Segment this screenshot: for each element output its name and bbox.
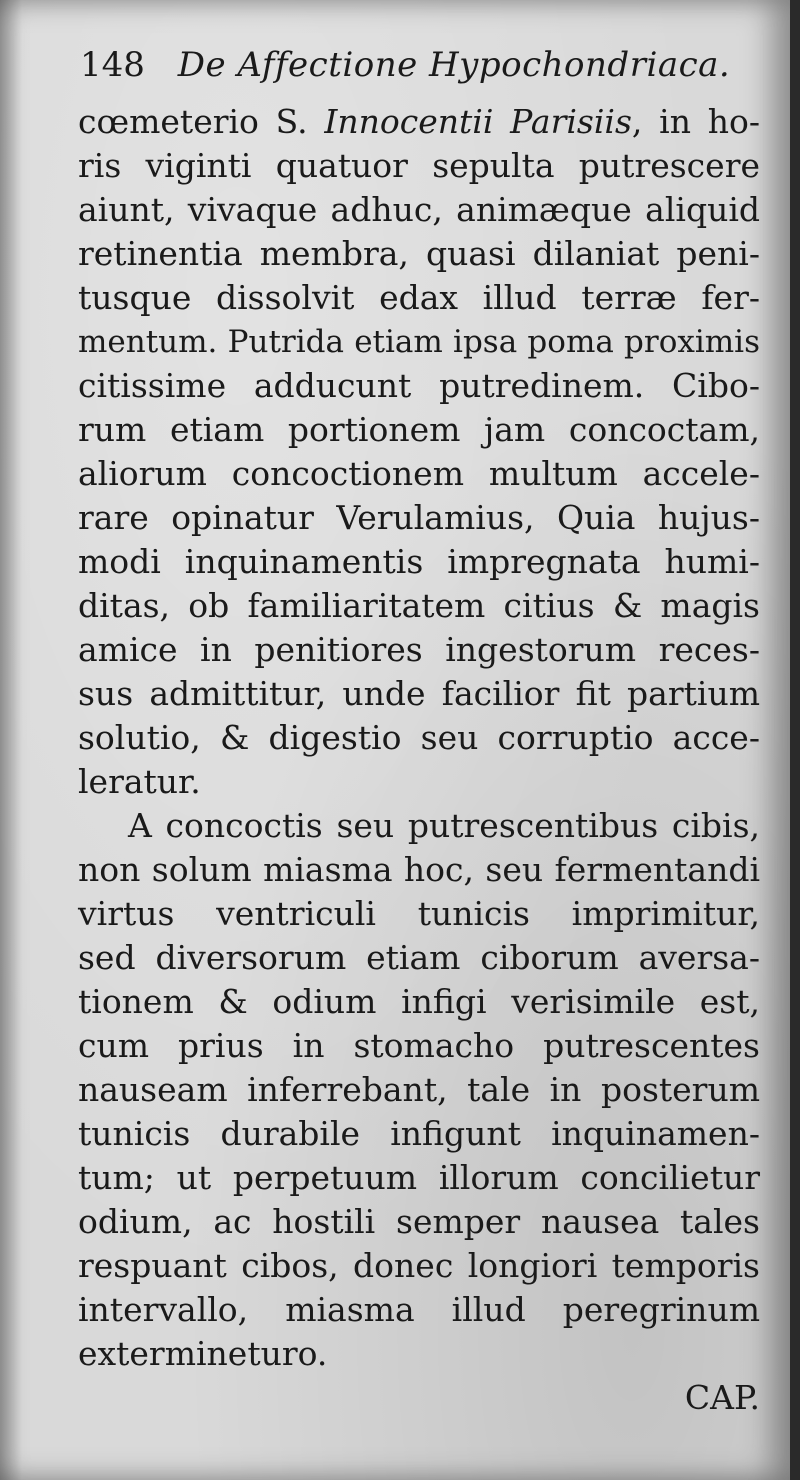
italic-name: Innocentii Parisiis: [324, 102, 632, 141]
text-line: respuant cibos, donec longiori temporis: [78, 1246, 760, 1285]
text-line: tunicis durabile infigunt inquinamen-: [78, 1114, 760, 1153]
text-line: citissime adducunt putredinem. Cibo-: [78, 366, 760, 405]
page-header: [80, 40, 740, 90]
text-line: solutio, & digestio seu corruptio acce-: [78, 718, 760, 757]
page-number: 148: [80, 45, 145, 85]
text-line: rare opinatur Verulamius, Quia hujus-: [78, 498, 760, 537]
text-line: tionem & odium infigi verisimile est,: [78, 982, 760, 1021]
text-line: intervallo, miasma illud peregrinum: [78, 1290, 760, 1329]
text-line: virtus ventriculi tunicis imprimitur,: [78, 894, 760, 933]
text-line: amice in penitiores ingestorum reces-: [78, 630, 760, 669]
text-line: odium, ac hostili semper nausea tales: [78, 1202, 760, 1241]
text-line: [78, 100, 760, 144]
text-line: tum; ut perpetuum illorum concilietur: [78, 1158, 760, 1197]
text-line: nauseam inferrebant, tale in posterum: [78, 1070, 760, 1109]
text-line: sed diversorum etiam ciborum aversa-: [78, 938, 760, 977]
text-segment: , in ho-: [631, 102, 760, 141]
text-line: ris viginti quatuor sepulta putrescere: [78, 146, 760, 185]
text-segment: cœmeterio S.: [78, 102, 325, 141]
text-line: leratur.: [78, 762, 201, 801]
text-line: A concoctis seu putrescentibus cibis,: [128, 806, 760, 845]
text-line: aiunt, vivaque adhuc, animæque aliquid: [78, 190, 760, 229]
text-line: sus admittitur, unde facilior fit partium: [78, 674, 760, 713]
text-line: non solum miasma hoc, seu fermentandi: [78, 850, 760, 889]
text-line: extermineturo.: [78, 1334, 328, 1373]
text-line: mentum. Putrida etiam ipsa poma proximis: [78, 324, 760, 360]
text-line: ditas, ob familiaritatem citius & magis: [78, 586, 760, 625]
text-line: modi inquinamentis impregnata humi-: [78, 542, 760, 581]
text-line: tusque dissolvit edax illud terræ fer-: [78, 278, 760, 317]
body-text: [78, 100, 760, 1376]
catchword: CAP.: [684, 1378, 760, 1417]
text-line: cum prius in stomacho putrescentes: [78, 1026, 760, 1065]
text-line: aliorum concoctionem multum accele-: [78, 454, 760, 493]
page-gutter-shadow: [0, 0, 22, 1480]
text-line: rum etiam portionem jam concoctam,: [78, 410, 760, 449]
running-title: De Affectione Hypochondriaca.: [177, 45, 731, 85]
text-line: retinentia membra, quasi dilaniat peni-: [78, 234, 760, 273]
